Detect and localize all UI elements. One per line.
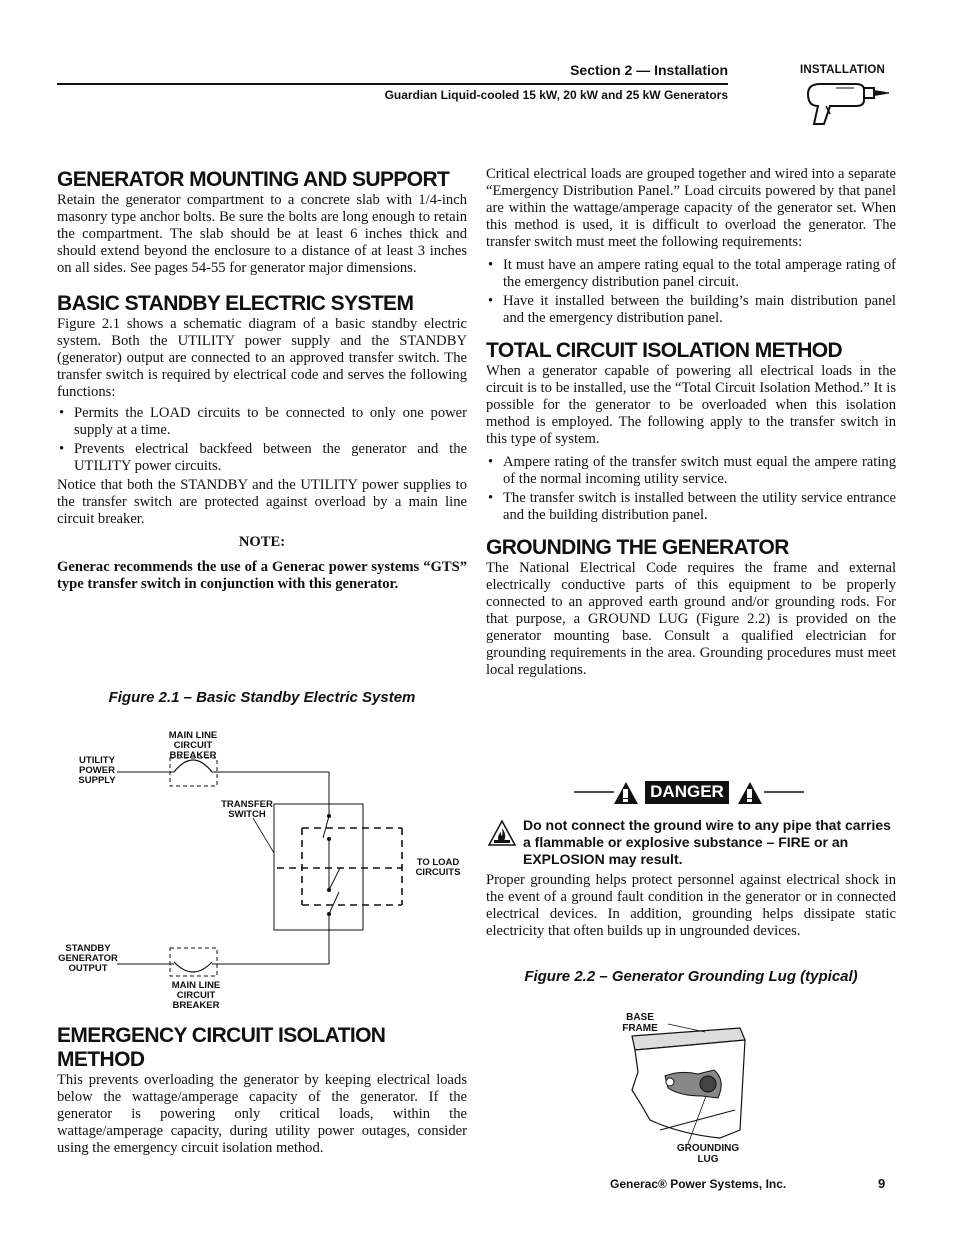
standby-generator-output-label: STANDBY GENERATOR OUTPUT xyxy=(58,943,118,974)
bullet-list-total xyxy=(486,454,896,524)
right-column-bottom xyxy=(486,872,896,940)
page-number: 9 xyxy=(878,1176,886,1191)
note-body: Generac recommends the use of a Generac power systems “GTS” type transfer switch in conjunction with this generator. xyxy=(57,559,467,592)
paragraph-emergency-continued: Critical electrical loads are grouped together and wired into a separate “Emergency Distribution Panel.” Load circuits powered by that panel are within the wattage/amperage capacity of the generator set. When this method is used, it is difficult to overload the generator. The transfer switch must meet the following requirements: xyxy=(486,166,896,250)
list-item: • Ampere rating of the transfer switch must equal the ampere rating of the normal incoming utility service. xyxy=(486,454,896,488)
paragraph-basic-standby: Figure 2.1 shows a schematic diagram of a basic standby electric system. Both the UTILITY power supply and the STANDBY (generator) output are connected to an approved transfer switch. The transfer switch is required by electrical code and serves the following functions: xyxy=(57,316,467,400)
document-subtitle: Guardian Liquid-cooled 15 kW, 20 kW and 25 kW Generators xyxy=(384,88,728,102)
drill-icon xyxy=(800,78,890,135)
heading-emergency-isolation: EMERGENCY CIRCUIT ISOLATION METHOD xyxy=(57,1024,386,1071)
list-item: • The transfer switch is installed between the utility service entrance and the building distribution panel. xyxy=(486,490,896,524)
bullet-list-emergency xyxy=(486,257,896,327)
main-line-breaker-bottom-label: MAIN LINE CIRCUIT BREAKER xyxy=(171,980,221,1011)
list-item: • Have it installed between the building’s main distribution panel and the emergency distribution panel. xyxy=(486,293,896,327)
danger-label: DANGER xyxy=(650,782,724,801)
heading-basic-standby: BASIC STANDBY ELECTRIC SYSTEM xyxy=(57,292,414,315)
figure-2-1-caption: Figure 2.1 – Basic Standby Electric System xyxy=(108,689,416,706)
danger-banner xyxy=(574,780,804,806)
to-load-circuits-label: TO LOAD CIRCUITS xyxy=(415,857,461,878)
figure-2-2-caption: Figure 2.2 – Generator Grounding Lug (typical) xyxy=(524,968,858,985)
bullet-list-basic xyxy=(57,405,467,475)
paragraph-emergency-isolation: This prevents overloading the generator by keeping electrical loads below the wattage/amperage capacity of the generator. If the generator is powering only critical loads, within the wattage/amperage capacity, during utility power outages, consider using the emergency circuit isolation method. xyxy=(57,1072,467,1156)
transfer-switch-label: TRANSFER SWITCH xyxy=(221,799,273,820)
heading-grounding: GROUNDING THE GENERATOR xyxy=(486,536,789,559)
installation-badge: INSTALLATION xyxy=(800,64,886,76)
note-title: NOTE: xyxy=(238,534,286,550)
footer-company: Generac® Power Systems, Inc. xyxy=(610,1177,787,1191)
heading-mounting: GENERATOR MOUNTING AND SUPPORT xyxy=(57,168,450,191)
list-item: • Prevents electrical backfeed between the generator and the UTILITY power circuits. xyxy=(57,441,467,475)
base-frame-label: BASE FRAME xyxy=(622,1012,658,1034)
paragraph-mounting: Retain the generator compartment to a concrete slab with 1/4-inch masonry type anchor bolts. Be sure the bolts are long enough to retain the compartment. The slab should be at least 6 inches thick and should extend beyond the enclosure to a distance of at least 3 inches on all sides. See pages 54-55 for generator major dimensions. xyxy=(57,192,467,276)
main-line-breaker-top-label: MAIN LINE CIRCUIT BREAKER xyxy=(168,730,218,761)
danger-message: Do not connect the ground wire to any pipe that carries a flammable or explosive substance – FIRE or an EXPLOSION may result. xyxy=(523,817,891,867)
list-item: • It must have an ampere rating equal to the total amperage rating of the emergency distribution panel circuit. xyxy=(486,257,896,291)
paragraph-basic-standby-2: Notice that both the STANDBY and the UTILITY power supplies to the transfer switch are protected against overload by a main line circuit breaker. xyxy=(57,477,467,527)
paragraph-grounding: The National Electrical Code requires the frame and external electrically conductive parts of this equipment to be properly connected to an approved earth ground and/or grounding rods. For that purpose, a GROUND LUG (Figure 2.2) is provided on the generator mounting base. Consult a qualified electrician for grounding requirements in the area. Grounding procedures must meet local regulations. xyxy=(486,560,896,678)
heading-total-isolation: TOTAL CIRCUIT ISOLATION METHOD xyxy=(486,339,843,362)
right-column xyxy=(486,166,896,679)
grounding-lug-label: GROUNDING LUG xyxy=(676,1143,740,1165)
paragraph-grounding-2: Proper grounding helps protect personnel against electrical shock in the event of a ground fault condition in the generator or in connected electrical devices. In addition, grounding helps dissipate static electricity that often builds up in ungrounded devices. xyxy=(486,872,896,939)
paragraph-total-isolation: When a generator capable of powering all electrical loads in the circuit is to be installed, use the “Total Circuit Isolation Method.” It is possible for the generator to be overloaded when this isolation method is employed. The following apply to the transfer switch in this type of system. xyxy=(486,363,896,447)
utility-power-supply-label: UTILITY POWER SUPPLY xyxy=(78,755,116,786)
left-column xyxy=(57,168,467,593)
list-item: • Permits the LOAD circuits to be connected to only one power supply at a time. xyxy=(57,405,467,439)
flame-warning-icon xyxy=(488,820,516,851)
left-column-bottom xyxy=(57,1024,467,1157)
header-rule xyxy=(57,83,728,85)
section-title: Section 2 — Installation xyxy=(570,62,728,78)
